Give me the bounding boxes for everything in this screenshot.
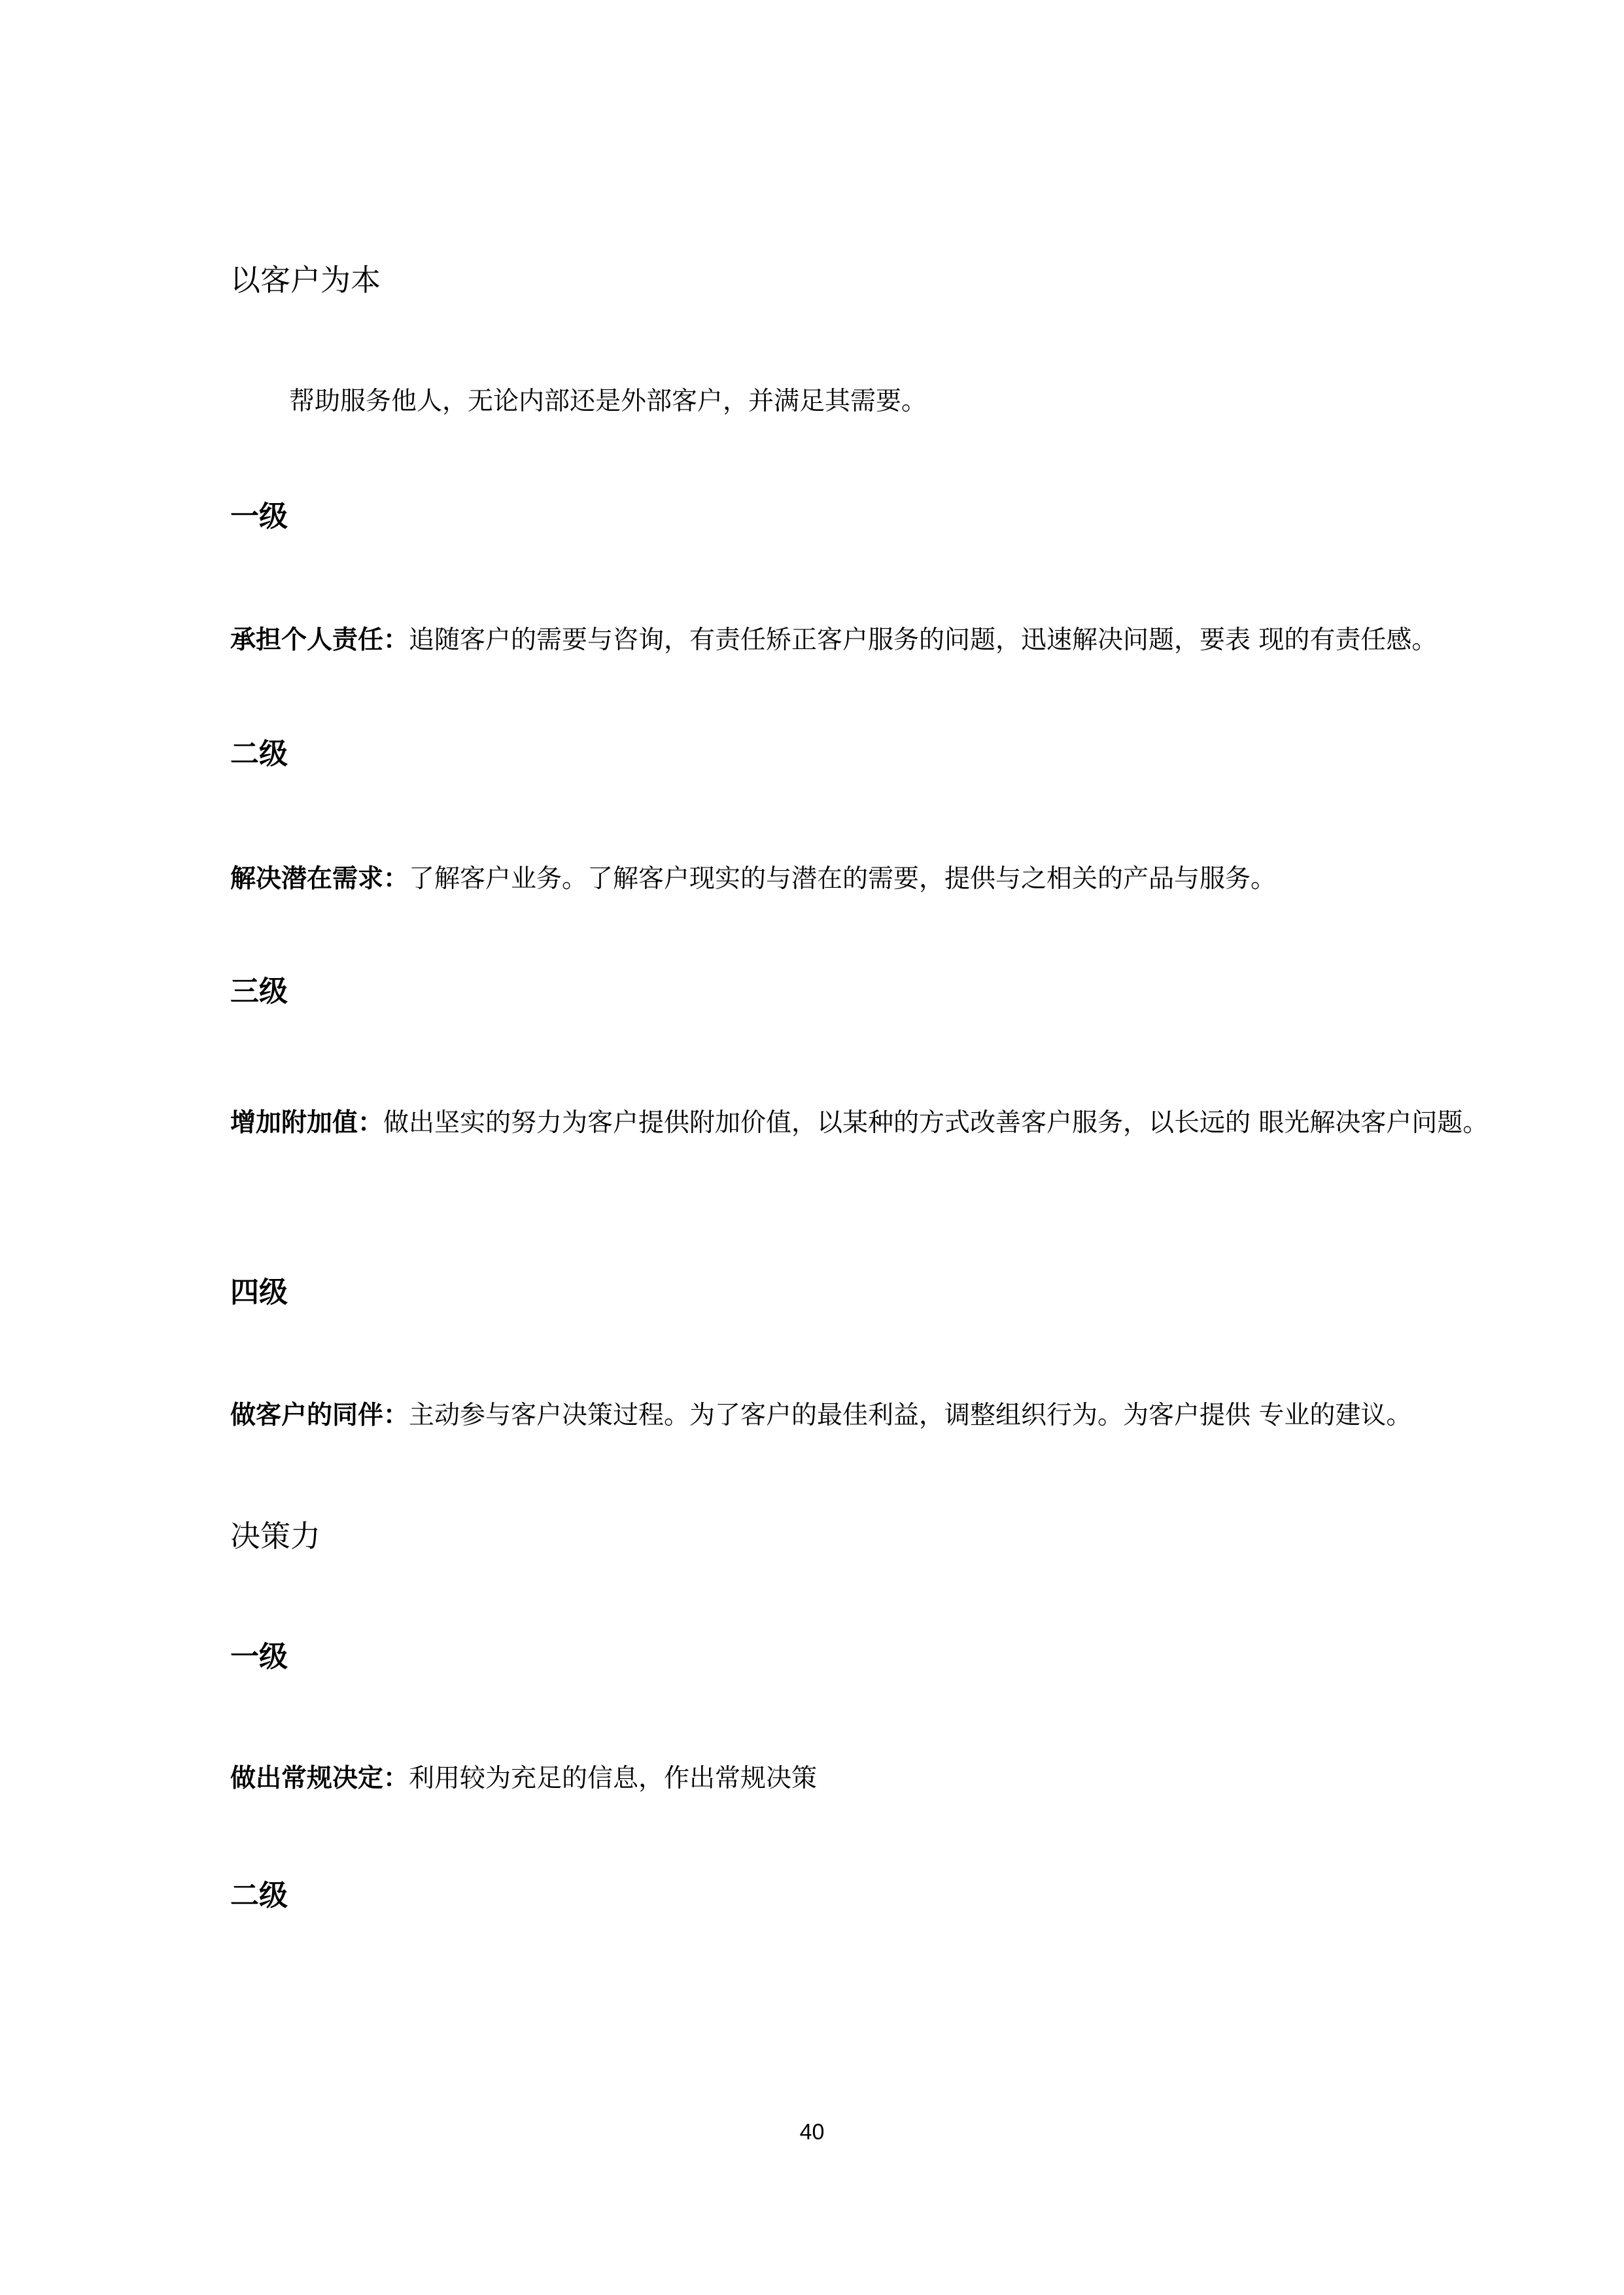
level-text: 主动参与客户决策过程。为了客户的最佳利益，调整组织行为。为客户提供 专业的建议。: [409, 1401, 1412, 1430]
level-text: 利用较为充足的信息，作出常规决策: [409, 1764, 818, 1793]
level-term: 做出常规决定：: [230, 1764, 409, 1793]
level-heading: 四级: [230, 1276, 288, 1309]
level-term: 承担个人责任：: [230, 625, 409, 655]
level-heading: 一级: [230, 1640, 288, 1673]
level-text: 追随客户的需要与咨询，有责任矫正客户服务的问题，迅速解决问题，要表 现的有责任感。: [409, 625, 1438, 655]
level-text: 了解客户业务。了解客户现实的与潜在的需要，提供与之相关的产品与服务。: [409, 864, 1277, 894]
section-title: 以客户为本: [230, 262, 381, 298]
level-text: 做出坚实的努力为客户提供附加价值，以某种的方式改善客户服务，以长远的 眼光解决客户问题。: [383, 1108, 1489, 1138]
level-heading: 一级: [230, 500, 288, 533]
level-paragraph: [230, 1763, 1604, 1795]
level-paragraph: [230, 1098, 1604, 1149]
section-description: 帮助服务他人，无论内部还是外部客户，并满足其需要。: [289, 387, 927, 416]
level-term: 增加附加值：: [230, 1108, 384, 1138]
level-paragraph: [230, 864, 1604, 896]
level-heading: 二级: [230, 737, 288, 771]
level-term: 解决潜在需求：: [230, 864, 409, 894]
level-paragraph: [230, 625, 1604, 657]
level-heading: 三级: [230, 975, 288, 1008]
level-term: 做客户的同伴：: [230, 1401, 409, 1430]
level-paragraph: [230, 1400, 1604, 1432]
section-title: 决策力: [230, 1518, 320, 1554]
level-heading: 二级: [230, 1879, 288, 1912]
page-number: 40: [799, 2120, 825, 2145]
